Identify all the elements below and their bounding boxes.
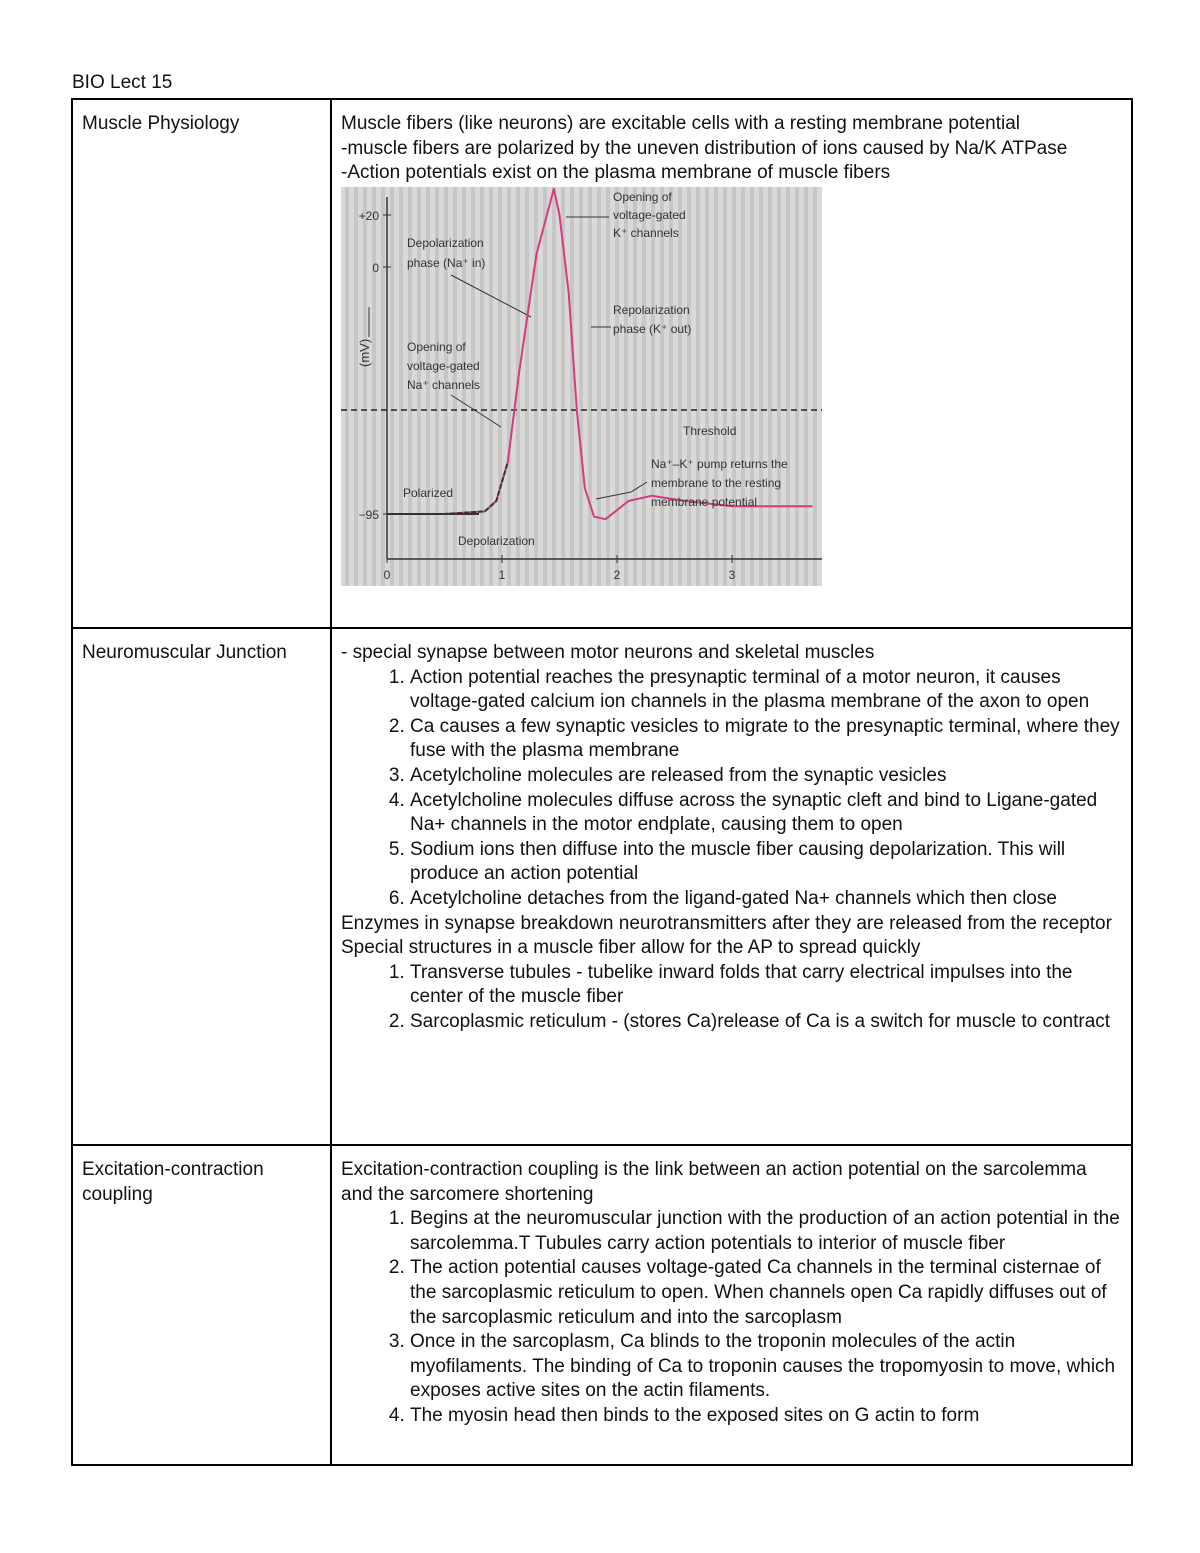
annotation-depolarization-phase: Depolarization [407,235,484,250]
scan-stripe [615,187,619,586]
numbered-list [341,666,1121,912]
topic-label: Neuromuscular Junction [82,642,287,663]
x-tick-label: 0 [383,567,391,582]
x-tick-label: 1 [498,567,506,582]
topic-cell [72,99,331,628]
scan-stripe [390,187,394,586]
annotation-polarized: Polarized [403,485,454,500]
list-item: 3. Acetylcholine molecules are released from the synaptic vesicles [410,764,1121,789]
topic-cell [72,1145,331,1465]
action-potential-chart [341,187,822,586]
scan-stripe [633,187,637,586]
list-item: 5. Sodium ions then diffuse into the muscle fiber causing depolarization. This will produce an action potential [410,838,1121,887]
scan-stripe [696,187,700,586]
table-row [72,1145,1132,1465]
scan-stripe [651,187,655,586]
annotation-na-open: Na⁺ channels [407,377,481,392]
scan-stripe [345,187,349,586]
notes-cell [331,628,1132,1145]
scan-stripe [399,187,403,586]
annotation-pump: Na⁺–K⁺ pump returns the [651,456,788,471]
list-item: 4. Acetylcholine molecules diffuse across the synaptic cleft and bind to Ligane-gated Na+ channels in the motor endplate, causing them to open [410,789,1121,838]
scan-stripe [732,187,736,586]
note-line: -Action potentials exist on the plasma membrane of muscle fibers [341,162,891,184]
scan-stripe [597,187,601,586]
annotation-k-open: K⁺ channels [613,225,679,240]
annotation-threshold: Threshold [683,423,737,438]
annotation-na-open: Opening of [407,339,466,354]
scan-stripe [750,187,754,586]
notes-cell [331,99,1132,628]
list-item: 2. Sarcoplasmic reticulum - (stores Ca)release of Ca is a switch for muscle to contract [410,1010,1121,1035]
note-line: Special structures in a muscle fiber allow for the AP to spread quickly [341,937,921,959]
scan-stripe [714,187,718,586]
note-line: Excitation-contraction coupling is the link between an action potential on the sarcolemma and the sarcomere shortening [341,1159,1087,1205]
scan-stripe [363,187,367,586]
scan-stripe [669,187,673,586]
annotation-pump: membrane potential [651,494,758,509]
list-item: 6. Acetylcholine detaches from the ligand-gated Na+ channels which then close [410,887,1121,912]
scan-stripe [579,187,583,586]
note-line: Enzymes in synapse breakdown neurotransmitters after they are released from the receptor [341,912,1112,934]
note-line: - special synapse between motor neurons and skeletal muscles [341,642,875,663]
scan-stripe [741,187,745,586]
scan-stripe [381,187,385,586]
numbered-list [341,961,1121,1035]
notes-cell [331,1145,1132,1465]
action-potential-graph [341,187,822,586]
scan-stripe [552,187,556,586]
scan-stripe [768,187,772,586]
table-row [72,628,1132,1145]
scan-stripe [642,187,646,586]
note-line: Muscle fibers (like neurons) are excitable cells with a resting membrane potential [341,113,1021,134]
annotation-repolarization-phase: phase (K⁺ out) [613,321,692,336]
list-item: 2. Ca causes a few synaptic vesicles to migrate to the presynaptic terminal, where they fuse with the plasma membrane [410,715,1121,764]
scan-stripe [372,187,376,586]
list-item: 1. Begins at the neuromuscular junction with the production of an action potential in the sarcolemma.T Tubules carry action potentials to interior of muscle fiber [410,1207,1121,1256]
annotation-k-open: Opening of [613,189,672,204]
scan-stripe [687,187,691,586]
annotation-k-open: voltage-gated [613,207,686,222]
scan-stripe [525,187,529,586]
list-item: 1. Transverse tubules - tubelike inward folds that carry electrical impulses into the center of the muscle fiber [410,961,1121,1010]
numbered-list [341,1207,1121,1428]
notes-table [71,98,1133,1466]
scan-stripe [804,187,808,586]
scan-stripe [678,187,682,586]
annotation-repolarization-phase: Repolarization [613,302,690,317]
scan-stripe [507,187,511,586]
scan-stripe [723,187,727,586]
list-item: 2. The action potential causes voltage-gated Ca channels in the terminal cisternae of the sarcoplasmic reticulum to open. When channels open Ca rapidly diffuses out of the sarcoplasmic reticulum and into the sarcoplasm [410,1256,1121,1330]
topic-cell [72,628,331,1145]
scan-stripe [354,187,358,586]
scan-stripe [660,187,664,586]
document-title: BIO Lect 15 [72,72,173,93]
list-item: 1. Action potential reaches the presynaptic terminal of a motor neuron, it causes voltage-gated calcium ion channels in the plasma membrane of the axon to open [410,666,1121,715]
list-item: 3. Once in the sarcoplasm, Ca blinds to the troponin molecules of the actin myofilaments. The binding of Ca to troponin causes the tropomyosin to move, which exposes active sites on the actin filaments. [410,1330,1121,1404]
topic-label: Excitation-contraction coupling [82,1159,264,1205]
scan-stripe [498,187,502,586]
scan-stripe [759,187,763,586]
y-axis-label: (mV) [357,338,372,367]
scan-stripe [489,187,493,586]
scan-stripe [705,187,709,586]
x-tick-label: 2 [613,567,621,582]
scan-stripe [570,187,574,586]
x-tick-label: 3 [728,567,736,582]
note-line: -muscle fibers are polarized by the uneven distribution of ions caused by Na/K ATPase [341,137,1068,159]
y-tick-label: −95 [358,507,379,522]
scan-stripe [813,187,817,586]
scan-stripe [606,187,610,586]
annotation-pump: membrane to the resting [651,475,782,490]
scan-stripe [543,187,547,586]
scan-stripe [588,187,592,586]
y-tick-label: 0 [372,260,379,275]
annotation-na-open: voltage-gated [407,358,480,373]
scan-stripe [795,187,799,586]
annotation-depolarization-phase: phase (Na⁺ in) [407,255,486,270]
table-row [72,99,1132,628]
annotation-depolarization: Depolarization [458,533,535,548]
scan-stripe [786,187,790,586]
list-item: 4. The myosin head then binds to the exposed sites on G actin to form [410,1404,1121,1429]
y-tick-label: +20 [358,208,379,223]
topic-label: Muscle Physiology [82,113,240,134]
scan-stripe [624,187,628,586]
scan-stripe [777,187,781,586]
